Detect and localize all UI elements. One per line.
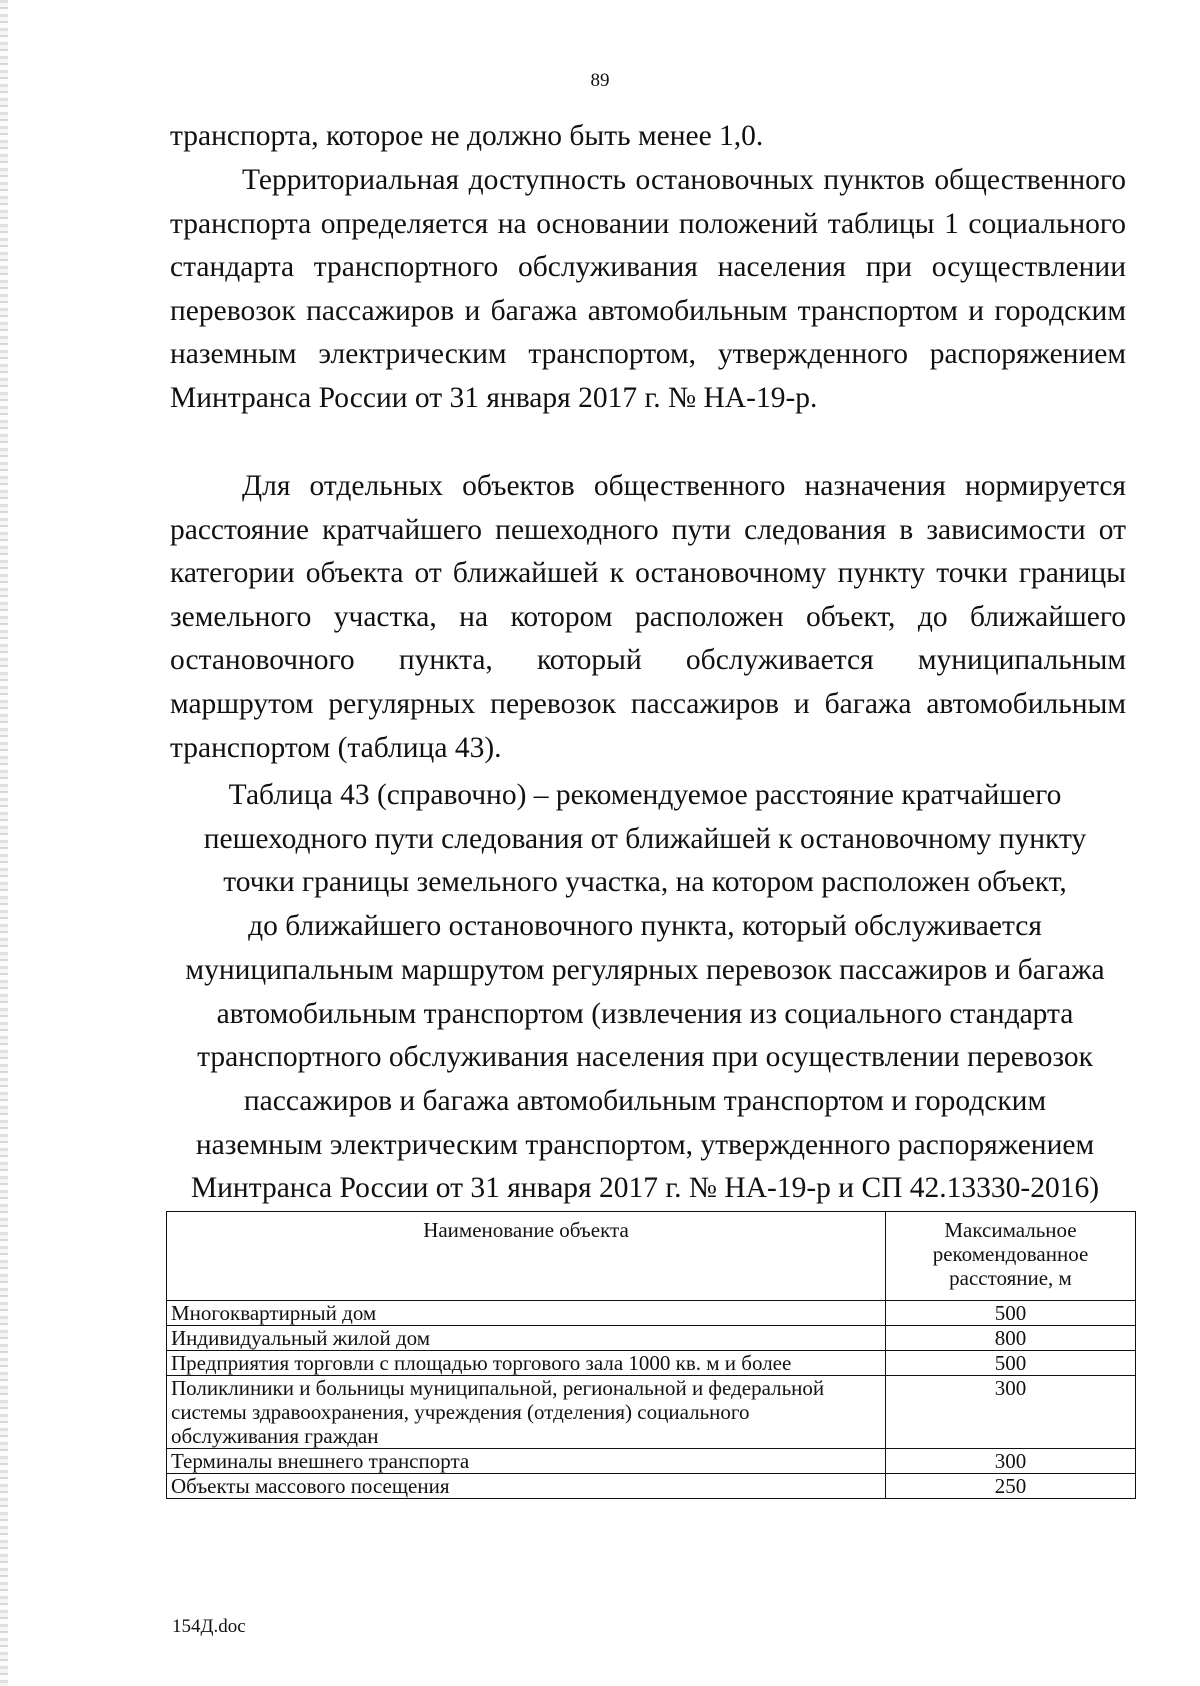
- caption-line: Минтранса России от 31 января 2017 г. № НА-19-р и СП 42.13330-2016): [190, 1172, 1100, 1205]
- cell-object-name: Объекты массового посещения: [167, 1474, 886, 1499]
- paragraph-text: транспорта, которое не должно быть менее 1,0.: [170, 120, 764, 152]
- footer-file-name: 154Д.doc: [172, 1616, 246, 1637]
- table-row: [167, 1326, 1136, 1351]
- paragraph-text: Территориальная доступность остановочных пунктов общественного транспорта определяется на основании положений таблицы 1 социального стандарта транспортного обслуживания населения при осуществлении перевозок пассажиров и багажа автомобильным транспортом и городским наземным электрическим транспортом, утвержденного распоряжением Минтранса России от 31 января 2017 г. № НА-19-р.: [170, 164, 1126, 414]
- cell-distance: 250: [886, 1474, 1136, 1499]
- paragraph-text: Для отдельных объектов общественного назначения нормируется расстояние кратчайшего пешеходного пути следования в зависимости от категории объекта от ближайшей к остановочному пункту точки границы земельного участка, на котором расположен объект, до ближайшего остановочного пункта, который обслуживается муниципальным маршрутом регулярных перевозок пассажиров и багажа автомобильным транспортом (таблица 43).: [170, 470, 1126, 764]
- cell-distance: 500: [886, 1301, 1136, 1326]
- distance-table: [166, 1211, 1136, 1499]
- caption-line: автомобильным транспортом (извлечения из социального стандарта: [216, 997, 1074, 1030]
- caption-line: точки границы земельного участка, на котором расположен объект,: [223, 866, 1067, 899]
- cell-distance: 300: [886, 1449, 1136, 1474]
- table-row: [167, 1301, 1136, 1326]
- paragraph-object-distances: [170, 465, 1126, 770]
- cell-object-name: Терминалы внешнего транспорта: [167, 1449, 886, 1474]
- cell-object-name: Предприятия торговли с площадью торгового зала 1000 кв. м и более: [167, 1351, 886, 1376]
- page-number: 89: [590, 70, 610, 91]
- table-row: [167, 1351, 1136, 1376]
- table-caption: [160, 774, 1130, 1211]
- header-max-distance: Максимальное рекомендованное расстояние, м: [886, 1212, 1136, 1301]
- caption-line: пешеходного пути следования от ближайшей к остановочному пункту: [203, 822, 1087, 855]
- table-row: [167, 1376, 1136, 1449]
- caption-line: транспортного обслуживания населения при осуществлении перевозок: [197, 1041, 1093, 1074]
- cell-object-name: Многоквартирный дом: [167, 1301, 886, 1326]
- paragraph-continuation: [170, 115, 1126, 159]
- header-object-name: Наименование объекта: [167, 1212, 886, 1301]
- table-row: [167, 1449, 1136, 1474]
- caption-line: Таблица 43 (справочно) – рекомендуемое расстояние кратчайшего: [228, 779, 1062, 811]
- table-row: [167, 1474, 1136, 1499]
- cell-object-name: Поликлиники и больницы муниципальной, региональной и федеральной системы здравоохранения, учреждения (отделения) социального обслуживания граждан: [167, 1376, 886, 1449]
- caption-line: муниципальным маршрутом регулярных перевозок пассажиров и багажа: [185, 953, 1105, 986]
- cell-object-name: Индивидуальный жилой дом: [167, 1326, 886, 1351]
- caption-line: наземным электрическим транспортом, утвержденного распоряжением: [195, 1128, 1095, 1161]
- cell-distance: 300: [886, 1376, 1136, 1449]
- paragraph-territorial-accessibility: [170, 159, 1126, 421]
- table-header-row: [167, 1212, 1136, 1301]
- caption-line: до ближайшего остановочного пункта, который обслуживается: [248, 910, 1042, 943]
- scan-edge: [0, 0, 8, 1686]
- cell-distance: 800: [886, 1326, 1136, 1351]
- caption-line: пассажиров и багажа автомобильным транспортом и городским: [243, 1084, 1047, 1117]
- cell-distance: 500: [886, 1351, 1136, 1376]
